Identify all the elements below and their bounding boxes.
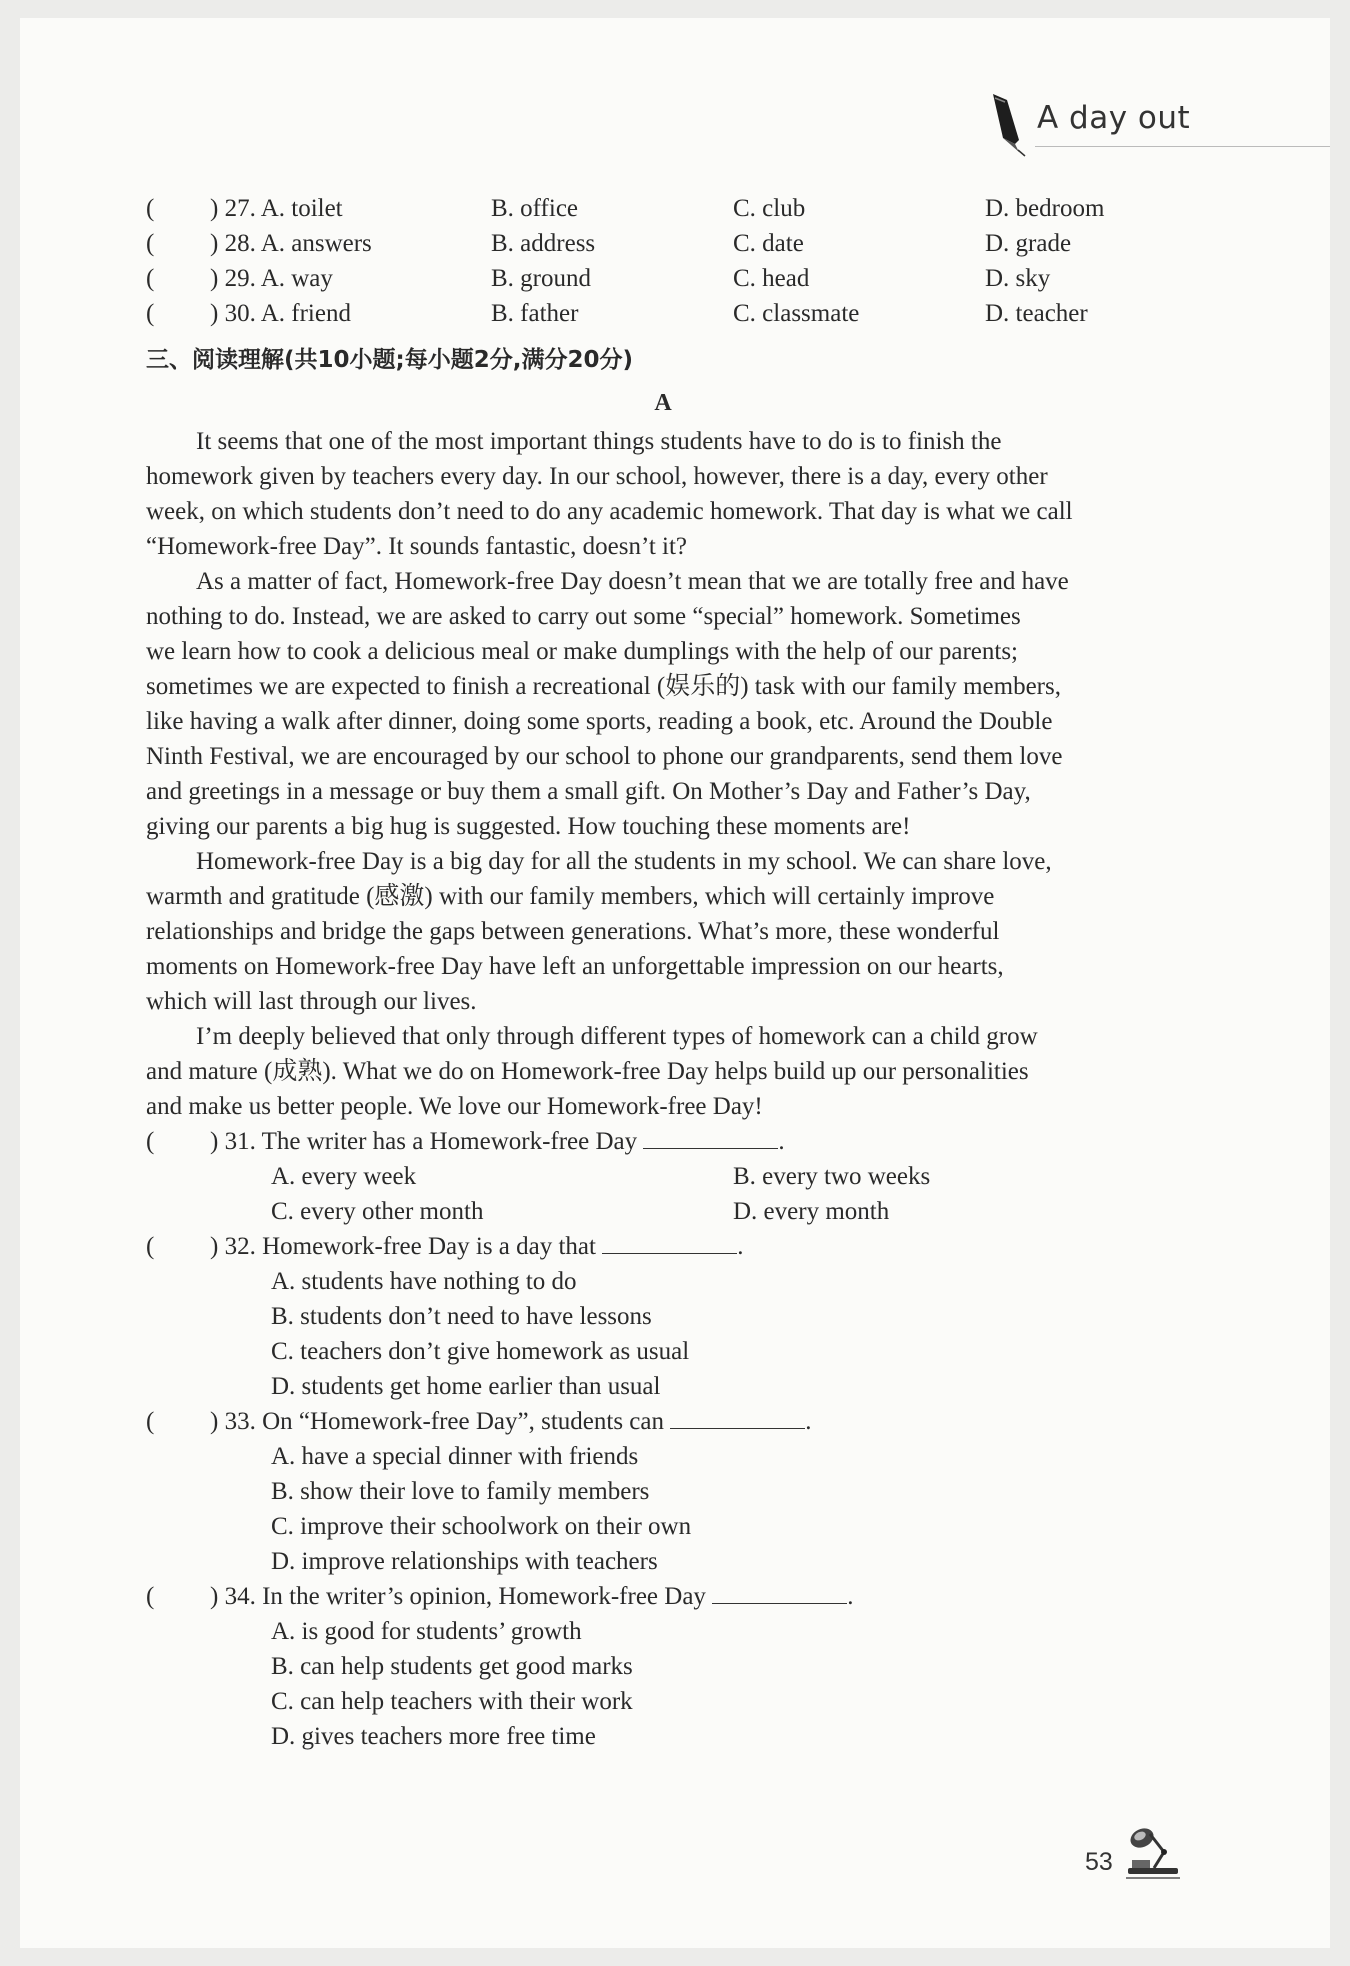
- option-a: A. every week: [271, 1163, 417, 1190]
- desk-lamp-icon: [1120, 1822, 1182, 1880]
- passage-line: moments on Homework-free Day have left an unforgettable impression on our hearts,: [146, 953, 1004, 980]
- answer-paren: (: [146, 1408, 155, 1435]
- option-b: B. can help students get good marks: [271, 1653, 633, 1680]
- question-stem: ) 31. The writer has a Homework-free Day .: [210, 1128, 785, 1155]
- passage-line: Homework-free Day is a big day for all the students in my school. We can share love,: [196, 848, 1052, 875]
- question-31-options-row-1: [271, 1159, 1071, 1194]
- option-d: D. bedroom: [985, 195, 1105, 222]
- answer-blank: [712, 1581, 847, 1604]
- answer-paren: (: [146, 1583, 155, 1610]
- option-c: C. teachers don’t give homework as usual: [271, 1338, 690, 1365]
- option-a: A. have a special dinner with friends: [271, 1443, 639, 1470]
- cloze-row-30: [146, 296, 1146, 331]
- passage-line: warmth and gratitude (感激) with our family members, which will certainly improve: [146, 883, 995, 910]
- passage-line: It seems that one of the most important things students have to do is to finish the: [196, 428, 1002, 455]
- option-b: B. show their love to family members: [271, 1478, 650, 1505]
- option-b: B. students don’t need to have lessons: [271, 1303, 652, 1330]
- passage-line: nothing to do. Instead, we are asked to carry out some “special” homework. Sometimes: [146, 603, 1021, 630]
- passage-line: and make us better people. We love our Homework-free Day!: [146, 1093, 763, 1120]
- answer-paren: (: [146, 1233, 155, 1260]
- passage-line: I’m deeply believed that only through different types of homework can a child grow: [196, 1023, 1038, 1050]
- option-d: D. grade: [985, 230, 1072, 257]
- option-d: D. students get home earlier than usual: [271, 1373, 661, 1400]
- passage-line: sometimes we are expected to finish a recreational (娱乐的) task with our family members,: [146, 673, 1061, 700]
- option-b: B. ground: [491, 265, 591, 292]
- passage-line: giving our parents a big hug is suggested. How touching these moments are!: [146, 813, 911, 840]
- option-b: B. every two weeks: [733, 1163, 931, 1190]
- option-d: D. teacher: [985, 300, 1088, 327]
- page-number: 53: [1085, 1848, 1113, 1876]
- passage-line: week, on which students don’t need to do any academic homework. That day is what we call: [146, 498, 1073, 525]
- question-31-options-row-2: [271, 1194, 1071, 1229]
- section-heading: 三、阅读理解(共10小题;每小题2分,满分20分): [146, 347, 633, 373]
- passage-line: and mature (成熟). What we do on Homework-free Day helps build up our personalities: [146, 1058, 1029, 1085]
- passage-line: homework given by teachers every day. In our school, however, there is a day, every other: [146, 463, 1048, 490]
- passage-line: As a matter of fact, Homework-free Day doesn’t mean that we are totally free and have: [196, 568, 1069, 595]
- option-d: D. every month: [733, 1198, 890, 1225]
- question-33: [146, 1404, 1146, 1439]
- option-c: C. improve their schoolwork on their own: [271, 1513, 692, 1540]
- cloze-row-27: [146, 191, 1146, 226]
- option-c: C. every other month: [271, 1198, 484, 1225]
- passage-line: which will last through our lives.: [146, 988, 477, 1015]
- question-34: [146, 1579, 1146, 1614]
- option-a: ) 27. A. toilet: [210, 195, 343, 222]
- passage-line: relationships and bridge the gaps between generations. What’s more, these wonderful: [146, 918, 1000, 945]
- passage-line: and greetings in a message or buy them a small gift. On Mother’s Day and Father’s Day,: [146, 778, 1031, 805]
- option-b: B. office: [491, 195, 579, 222]
- question-stem: ) 34. In the writer’s opinion, Homework-free Day .: [210, 1583, 854, 1610]
- question-32: [146, 1229, 1146, 1264]
- option-c: C. can help teachers with their work: [271, 1688, 633, 1715]
- option-c: C. head: [733, 265, 810, 292]
- answer-paren: (: [146, 300, 155, 327]
- cloze-row-28: [146, 226, 1146, 261]
- option-b: B. address: [491, 230, 596, 257]
- option-a: A. is good for students’ growth: [271, 1618, 582, 1645]
- option-a: ) 29. A. way: [210, 265, 333, 292]
- question-stem: ) 32. Homework-free Day is a day that .: [210, 1233, 744, 1260]
- option-c: C. date: [733, 230, 804, 257]
- option-b: B. father: [491, 300, 579, 327]
- answer-blank: [602, 1231, 737, 1254]
- answer-paren: (: [146, 265, 155, 292]
- cloze-row-29: [146, 261, 1146, 296]
- pen-icon: [985, 92, 1031, 158]
- option-d: D. improve relationships with teachers: [271, 1548, 658, 1575]
- passage-line: like having a walk after dinner, doing some sports, reading a book, etc. Around the Double: [146, 708, 1053, 735]
- passage-line: we learn how to cook a delicious meal or make dumplings with the help of our parents;: [146, 638, 1018, 665]
- option-c: C. club: [733, 195, 806, 222]
- option-a: A. students have nothing to do: [271, 1268, 577, 1295]
- answer-blank: [670, 1406, 805, 1429]
- answer-blank: [643, 1126, 778, 1149]
- passage-line: “Homework-free Day”. It sounds fantastic, doesn’t it?: [146, 533, 688, 560]
- answer-paren: (: [146, 1128, 155, 1155]
- option-c: C. classmate: [733, 300, 860, 327]
- header-divider: [1035, 146, 1330, 147]
- answer-paren: (: [146, 195, 155, 222]
- question-stem: ) 33. On “Homework-free Day”, students can .: [210, 1408, 812, 1435]
- chapter-header: [985, 92, 1330, 152]
- option-a: ) 30. A. friend: [210, 300, 351, 327]
- passage-line: Ninth Festival, we are encouraged by our school to phone our grandparents, send them love: [146, 743, 1063, 770]
- option-d: D. gives teachers more free time: [271, 1723, 596, 1750]
- option-a: ) 28. A. answers: [210, 230, 372, 257]
- passage-label: A: [654, 390, 672, 416]
- question-31: [146, 1124, 1146, 1159]
- chapter-title: A day out: [1037, 100, 1191, 136]
- option-d: D. sky: [985, 265, 1051, 292]
- answer-paren: (: [146, 230, 155, 257]
